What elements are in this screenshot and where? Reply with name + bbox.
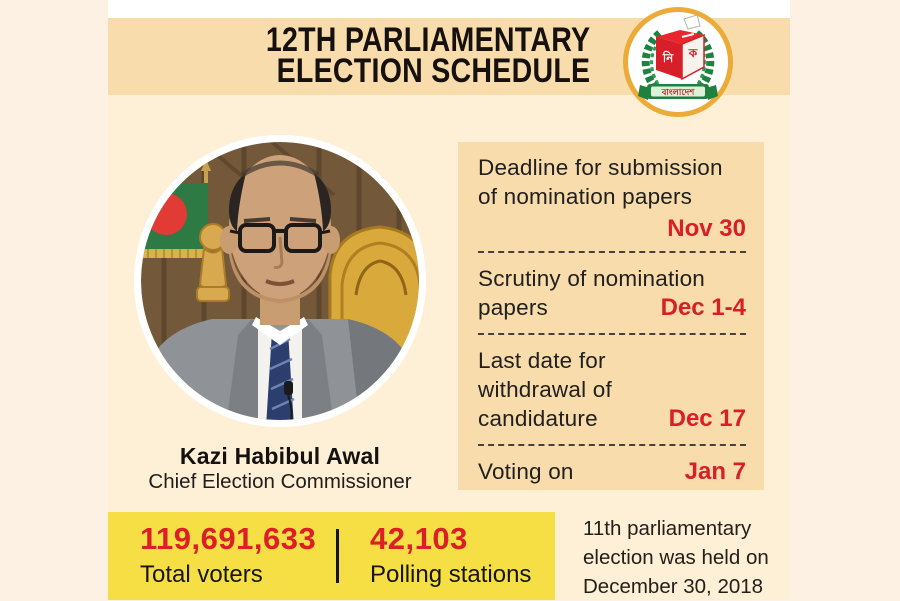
schedule-item-text: Voting on bbox=[478, 459, 574, 484]
stats-bar bbox=[108, 512, 555, 600]
schedule-item-text: candidature bbox=[478, 406, 598, 431]
stat-polling-stations bbox=[370, 521, 531, 589]
schedule-item-text: of nomination papers bbox=[478, 184, 693, 209]
schedule-box bbox=[458, 142, 764, 490]
schedule-item-text: Deadline for submission bbox=[478, 155, 723, 180]
schedule-item-withdrawal bbox=[478, 335, 746, 446]
logo-ribbon-text: বাংলাদেশ bbox=[661, 87, 695, 97]
schedule-item-nomination-deadline bbox=[478, 142, 746, 253]
commissioner-role: Chief Election Commissioner bbox=[148, 470, 412, 493]
stats-divider bbox=[336, 529, 339, 583]
schedule-item-date: Dec 1-4 bbox=[660, 294, 746, 321]
schedule-item-voting bbox=[478, 446, 746, 497]
stat-polling-stations-label: Polling stations bbox=[370, 561, 532, 588]
page-title-line1: 12TH PARLIAMENTARY bbox=[265, 21, 590, 59]
stat-total-voters bbox=[140, 521, 316, 589]
note-line1: 11th parliamentary bbox=[583, 517, 752, 540]
logo-ballot-right-char: ক bbox=[688, 46, 698, 60]
election-commission-logo bbox=[622, 6, 734, 118]
schedule-item-date: Jan 7 bbox=[684, 458, 746, 485]
page-title bbox=[265, 21, 590, 90]
schedule-item-scrutiny bbox=[478, 253, 746, 335]
schedule-item-date: Dec 17 bbox=[668, 405, 746, 432]
stat-total-voters-label: Total voters bbox=[140, 561, 263, 588]
previous-election-note bbox=[583, 514, 769, 601]
note-line2: election was held on bbox=[583, 546, 769, 569]
infographic-panel bbox=[108, 0, 790, 600]
election-commission-logo-icon bbox=[622, 6, 734, 118]
commissioner-photo bbox=[134, 135, 426, 427]
schedule-item-date: Nov 30 bbox=[667, 215, 746, 242]
logo-ballot-left-char: নি bbox=[662, 51, 674, 65]
stat-total-voters-value: 119,691,633 bbox=[140, 521, 317, 556]
stat-polling-stations-value: 42,103 bbox=[370, 521, 468, 556]
schedule-item-text: withdrawal of bbox=[478, 377, 612, 402]
commissioner-name: Kazi Habibul Awal bbox=[179, 443, 381, 469]
commissioner-portrait bbox=[134, 135, 426, 427]
schedule-item-text: Scrutiny of nomination bbox=[478, 266, 706, 291]
schedule-item-text: Last date for bbox=[478, 348, 606, 373]
note-line3: December 30, 2018 bbox=[583, 575, 764, 598]
page-title-line2: ELECTION SCHEDULE bbox=[276, 52, 590, 90]
schedule-item-text: papers bbox=[478, 295, 548, 320]
